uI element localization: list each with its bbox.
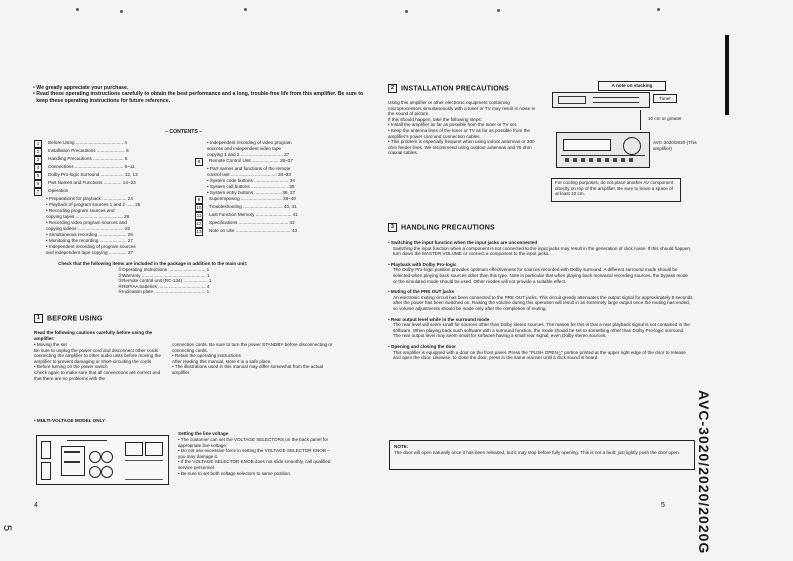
section-title: INSTALLATION PRECAUTIONS bbox=[401, 85, 509, 93]
registration-mark bbox=[120, 10, 123, 13]
intro-line-1: • We greatly appreciate your purchase. bbox=[33, 85, 129, 91]
toc-entry: • Independent recording of video program bbox=[207, 140, 292, 145]
package-item: ③Remote control unit (RC-134) ................... 1 bbox=[118, 278, 212, 284]
tuner-unit-illustration bbox=[552, 92, 650, 108]
toc-entry: Dolby Pro-logic Surround .................. 12, 13 bbox=[48, 172, 138, 177]
toc-number: 3 bbox=[34, 156, 42, 164]
toc-entry: control unit .................................... 28~33 bbox=[207, 172, 291, 177]
toc-entry: • Independent recording of program sources bbox=[46, 244, 136, 249]
toc-row bbox=[195, 204, 360, 212]
voltage-point: • The customer can set the VOLTAGE SELECTORS on the back panel for appropriate line voltage. bbox=[178, 437, 329, 448]
toc-row bbox=[195, 228, 360, 236]
package-item: ④R6P/AA batteries ..................................... 4 bbox=[118, 283, 210, 289]
volume-knob-icon bbox=[623, 137, 641, 155]
model-title-vertical: AVC-3020/2020/2020G bbox=[696, 390, 712, 555]
before-using-heading bbox=[34, 314, 103, 323]
toc-entry: copying 1 and 2 ................................. 27 bbox=[207, 152, 290, 157]
amplifier-illustration bbox=[556, 132, 650, 168]
toc-entry: copying tapes ..................................... 26 bbox=[46, 214, 130, 219]
toc-entry: • System call buttons ............................. 35 bbox=[207, 184, 295, 189]
toc-row bbox=[34, 250, 184, 256]
voltage-selector-knob-icon bbox=[89, 466, 101, 478]
setting-voltage-title: Setting the line voltage bbox=[178, 431, 229, 436]
before-using-paragraph: Be sure to unplug the power cord and disconnect other cords connecting the amplifier to other audio units before moving the amplifier to prevent damaging or short-circuiting the cords. bbox=[34, 347, 161, 364]
toc-number: 12 bbox=[196, 221, 202, 226]
toc-number: 4 bbox=[34, 164, 42, 172]
package-item: ⑤Indication plate ........................................ 1 bbox=[118, 289, 210, 295]
toc-row bbox=[34, 164, 184, 172]
toc-entry: • Recording program sources and bbox=[46, 208, 115, 213]
installation-paragraph: • Install the amplifier as far as possible from the tuner or TV set. bbox=[388, 122, 518, 128]
voltage-selector-knob-icon bbox=[89, 451, 101, 463]
toc-number: 10 bbox=[196, 205, 202, 210]
section-number: 1 bbox=[34, 314, 43, 323]
toc-row bbox=[195, 212, 360, 220]
toc-row bbox=[195, 220, 360, 228]
package-list bbox=[118, 267, 258, 295]
installation-heading bbox=[388, 84, 509, 93]
package-item: ①Operating Instructions ............................. 1 bbox=[118, 267, 210, 272]
installation-paragraph: Using this amplifier or other electronic equipment containing microprocessors simultaneously with a tuner or TV may result in noise in the sound of picture. bbox=[388, 100, 536, 117]
before-using-paragraph: • Before turning on the power switch bbox=[34, 364, 108, 370]
toc-entry: Before Using ..................................... 4 bbox=[48, 140, 127, 145]
installation-paragraph: If this should happen, take the following steps: bbox=[388, 116, 482, 122]
before-using-paragraph: • Retain the operating instructions bbox=[172, 353, 241, 359]
toc-entry: copying videos .................................... 26 bbox=[46, 226, 130, 231]
rear-panel-illustration bbox=[36, 435, 169, 485]
section-number: 2 bbox=[388, 84, 397, 93]
toc-number: 2 bbox=[34, 148, 42, 156]
voltage-point: • Do not use excessive force in setting the VOLTAGE SELECTOR KNOB – you may damage it. bbox=[178, 448, 330, 459]
note-title: NOTE: bbox=[394, 444, 409, 449]
amplifier-button-row bbox=[561, 155, 645, 164]
handling-item-heading: • Muting of the PRE OUT jacks bbox=[388, 289, 455, 295]
handling-item-heading: • Opening and closing the door bbox=[388, 343, 456, 349]
installation-paragraph: • Keep the antenna lines of the tuner or TV as far as possible from the amplifier's power cord and connection cables. bbox=[388, 127, 530, 139]
before-using-paragraph: • Moving the set bbox=[34, 342, 67, 347]
intro-line-2-text: Read these operating instructions carefully to obtain the best performance and a long, trouble-free life from this amplifier. Be sure to keep these operating instructions for future reference. bbox=[36, 91, 364, 104]
stacking-note-box: For cooling purposes, do not place another AV component directly on top of the amplifier. Be sure to leave a space of at least 10 cm. bbox=[551, 178, 681, 202]
gap-label: 10 cm or greater bbox=[648, 116, 682, 121]
handling-item-body: This amplifier is equipped with a door on the front panel. Press the "PUSH OPEN△" portion printed at the upper right edge of the door to release and open the door. Likewise, to close the door, press in the same manner until a click sound is heard. bbox=[393, 349, 686, 361]
amplifier-label: AVC-3020/2020 (This amplifier) bbox=[653, 140, 697, 151]
toc-row bbox=[195, 196, 360, 204]
installation-text bbox=[388, 100, 536, 156]
toc-entry: Installation Precautions ...................... 5 bbox=[48, 148, 129, 153]
stacking-note-title: A note on stacking bbox=[598, 81, 666, 91]
toc-entry: and independent tape copying .............. 27 bbox=[46, 250, 134, 255]
selector-detail-icon bbox=[125, 442, 143, 456]
handling-item-body: The Dolby Pro-logic position provides optimum effectiveness for sources recorded with Dolby surround. A different surround mode should be selected when playing back sources other than this type. Note in particular that when playing back monaural recording sources, the bypass mode or the simulated mode should be used. Other modes will not provide a suitable effect. bbox=[393, 267, 688, 284]
multi-voltage-points bbox=[178, 437, 338, 476]
registration-mark bbox=[405, 10, 408, 13]
voltage-selector-knob-icon bbox=[101, 451, 113, 463]
tuner-label: Tuner bbox=[653, 94, 677, 103]
handling-item-body: The rear level will seem small for sources other than Dolby stereo sources. The reason for this is that a rear playback signal is not contained in the software. When playing back such software with a surround function, the mode should be set to something other than Dolby Pro-logic surround. The rear output level may seem small for software having a small rear signal, even Dolby stereo sources. bbox=[393, 322, 690, 339]
toc-number: 7 bbox=[34, 188, 42, 196]
toc-entry: • System code buttons ........................... 34 bbox=[207, 178, 295, 183]
before-using-paragraph: connection cords. Be sure to turn the power STANDBY before disconnecting or connecting cords. bbox=[172, 342, 333, 353]
gap-arrow bbox=[640, 110, 641, 130]
before-using-paragraph: After reading this manual, store it in a safe place. bbox=[172, 358, 272, 364]
toc-entry: Connections ...................................... 6~11 bbox=[48, 164, 135, 169]
intro bbox=[33, 85, 373, 104]
registration-mark bbox=[244, 8, 247, 11]
toc-entry: Handling Precautions ........................ 5 bbox=[48, 156, 128, 161]
before-using-column-1 bbox=[34, 342, 166, 381]
installation-paragraph: • This problem is especially frequent when using indoor antennas or 300 ohm feeder lines. We recommend using outdoor antennas and 75 ohm coaxial cables. bbox=[388, 139, 535, 156]
toc-entry: Specifications ....................................... 42 bbox=[209, 220, 295, 225]
handling-heading bbox=[388, 223, 495, 232]
toc-row bbox=[34, 156, 184, 164]
toc-entry: • Playback of program sources 1 and 2 ...... 25 bbox=[46, 202, 141, 207]
handling-items bbox=[388, 240, 693, 361]
toc-number: 5 bbox=[34, 172, 42, 180]
toc-row bbox=[34, 172, 184, 180]
multi-voltage-title: • MULTI-VOLTAGE MODEL ONLY bbox=[34, 418, 106, 423]
toc-entry: • Monitoring the recording ..................... 27 bbox=[46, 238, 133, 243]
toc-entry: • Recording video program sources and bbox=[46, 220, 127, 225]
contents-title: – CONTENTS – bbox=[165, 129, 203, 135]
margin-page-number: 5 bbox=[1, 524, 14, 532]
ac-outlet-icon bbox=[41, 441, 51, 459]
toc-entry: Last Function Memory ............................ 41 bbox=[209, 212, 298, 217]
ac-outlet-icon bbox=[41, 462, 51, 480]
voltage-point: • Be sure to set both voltage selectors to same position. bbox=[178, 470, 292, 476]
voltage-selector-panel bbox=[61, 446, 85, 476]
toc-entry: Troubleshooting ............................... 40, 41 bbox=[209, 204, 297, 209]
before-using-paragraph: Check again to make sure that all connections are correct and that there are no problems with the bbox=[34, 369, 161, 381]
page-number-left: 4 bbox=[34, 502, 38, 509]
handling-item-heading: • Switching the input function when the input jacks are unconnected bbox=[388, 240, 538, 245]
package-item: ②Warranty .................................................. 1 bbox=[118, 272, 210, 278]
margin-bar bbox=[725, 35, 729, 115]
toc-entry: Remote Control Unit ..................... 28~37 bbox=[209, 158, 293, 163]
toc-row bbox=[34, 180, 184, 188]
toc-entry: Part Names and Functions .............. 14~23 bbox=[48, 180, 136, 185]
toc-number bbox=[34, 250, 40, 256]
amplifier-display bbox=[563, 139, 611, 151]
toc-number: 13 bbox=[196, 229, 202, 234]
before-using-column-2 bbox=[172, 342, 342, 376]
registration-mark bbox=[497, 9, 500, 12]
handling-item-body: An electronic muting circuit has been connected to the PRE OUT jacks. This circuit greatly attenuates the output signal for approximately 8 seconds after the power has been switched on. Raising the volume during this operation will result in an extremely large output once the muting has ended, so volume adjustments should be made only after the completion of muting. bbox=[393, 294, 693, 311]
section-title: BEFORE USING bbox=[47, 315, 103, 323]
toc-row bbox=[34, 148, 184, 156]
toc-entry: sources and independent video tape bbox=[207, 146, 282, 151]
toc-number: 8 bbox=[195, 158, 203, 166]
handling-item-heading: • Playback with Dolby Pro-logic bbox=[388, 261, 457, 267]
intro-line-1-text: We greatly appreciate your purchase. bbox=[36, 85, 129, 91]
toc-left-column bbox=[34, 140, 184, 256]
package-check-text: Check that the following items are included in the package in addition to the main unit: bbox=[58, 261, 248, 266]
toc-number: 9 bbox=[195, 196, 203, 204]
registration-mark bbox=[657, 8, 660, 11]
section-number: 3 bbox=[388, 223, 397, 232]
toc-entry: • Preparations for playback ................... 24 bbox=[46, 196, 133, 201]
toc-entry: Note on Use ........................................... 43 bbox=[209, 228, 298, 233]
toc-entry: • Simultaneous recording ...................... 26 bbox=[46, 232, 133, 237]
section-title: HANDLING PRECAUTIONS bbox=[401, 224, 495, 232]
toc-entry: • Part names and functions of the remote bbox=[207, 166, 291, 171]
before-using-paragraph: • The illustrations used in this manual may differ somewhat from the actual amplifier. bbox=[172, 364, 324, 375]
door-note-box bbox=[389, 440, 695, 470]
toc-right-column bbox=[195, 140, 360, 236]
toc-row bbox=[34, 140, 184, 148]
toc-row bbox=[34, 188, 184, 196]
voltage-point: • If the VOLTAGE SELECTOR KNOB does not slide smoothly, call qualified service personnel. bbox=[178, 459, 331, 470]
handling-item-body: Switching the input function when a component is not connected to the input jacks may result in the generation of click noise. If this should happen, turn down the MASTER VOLUME or connect a component to the input jacks. bbox=[393, 245, 692, 257]
note-body: The door will open naturally once it has been released, but it may stop before fully opening. This is not a fault; just lightly push the door open. bbox=[394, 449, 680, 455]
before-using-lead: Read the following cautions carefully before using the amplifier: bbox=[34, 330, 153, 341]
voltage-selector-knob-icon bbox=[101, 466, 113, 478]
intro-line-2: • Read these operating instructions carefully to obtain the best performance and a long, trouble-free life from this amplifier. Be sure to keep these operating instructions for future reference. bbox=[33, 91, 373, 104]
toc-number: 6 bbox=[34, 180, 42, 188]
page-number-right: 5 bbox=[661, 502, 665, 509]
selector-detail-icon bbox=[145, 442, 163, 456]
toc-row bbox=[195, 158, 360, 166]
toc-number: 11 bbox=[196, 213, 202, 218]
toc-entry: • System entry buttons ..................... 36, 37 bbox=[207, 190, 296, 195]
handling-item-heading: • Rear output level while in the surround mode bbox=[388, 316, 490, 322]
toc-number: 1 bbox=[34, 140, 42, 148]
toc-entry: Operation bbox=[48, 188, 69, 193]
selector-caption-lines bbox=[125, 460, 163, 480]
registration-mark bbox=[76, 8, 79, 11]
toc-entry: Superimposing ................................ 38~40 bbox=[209, 196, 296, 201]
